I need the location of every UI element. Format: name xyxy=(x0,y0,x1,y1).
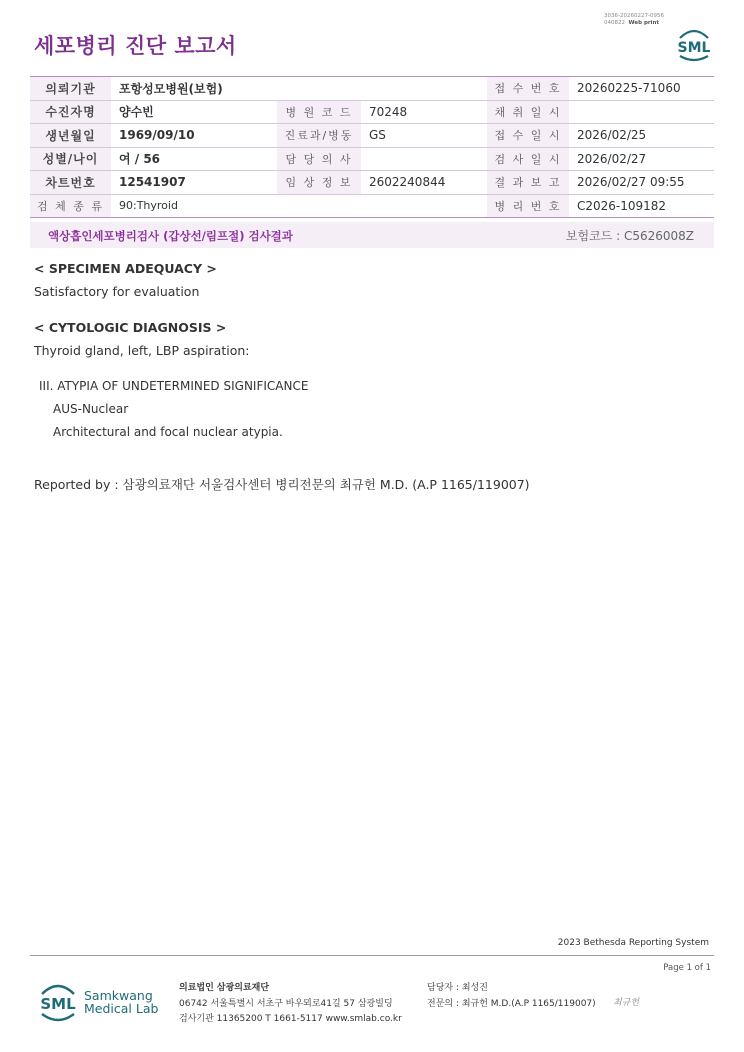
organization-info xyxy=(179,981,402,1028)
diagnosis-heading: < CYTOLOGIC DIAGNOSIS > xyxy=(34,320,227,335)
sml-footer-logo-text: SML xyxy=(40,995,76,1013)
value-requesting-institution: 포항성모병원(보험) xyxy=(111,77,277,101)
value-collection-date xyxy=(569,100,714,124)
label-result-report: 결 과 보 고 xyxy=(487,171,569,195)
lab-name xyxy=(84,989,158,1015)
web-print-label: Web print xyxy=(628,20,660,26)
label-specimen-type: 검 체 종 류 xyxy=(30,194,111,218)
label-clinical-info: 임 상 정 보 xyxy=(277,171,361,195)
bethesda-system-label: 2023 Bethesda Reporting System xyxy=(557,938,709,948)
label-collection-date: 채 취 일 시 xyxy=(487,100,569,124)
value-test-date: 2026/02/27 xyxy=(569,147,714,171)
empty-cell xyxy=(277,77,361,101)
value-patient-name: 양수빈 xyxy=(111,100,277,124)
print-code-line1: 3036-20260227-0956 xyxy=(604,13,664,19)
label-requesting-institution: 의뢰기관 xyxy=(30,77,111,101)
table-row xyxy=(30,100,714,124)
diagnosis-subtype: AUS-Nuclear xyxy=(53,402,129,416)
label-patient-name: 수진자명 xyxy=(30,100,111,124)
sml-logo-icon xyxy=(674,26,714,62)
value-clinical-info: 2602240844 xyxy=(361,171,487,195)
table-row xyxy=(30,171,714,195)
label-receipt-date: 접 수 일 시 xyxy=(487,124,569,148)
footer-divider xyxy=(30,955,714,956)
test-name-band xyxy=(30,222,714,248)
staff-in-charge: 담당자 : 최성진 xyxy=(427,983,488,993)
value-specimen-type: 90:Thyroid xyxy=(111,194,277,218)
staff-specialist: 전문의 : 최규헌 M.D.(A.P 1165/119007) xyxy=(427,998,596,1009)
adequacy-text: Satisfactory for evaluation xyxy=(34,284,200,299)
print-code-line2: 040822 xyxy=(604,20,625,26)
table-row xyxy=(30,147,714,171)
organization-address: 06742 서울특별시 서초구 바우뫼로41길 57 삼광빌딩 xyxy=(179,998,393,1009)
empty-cell xyxy=(361,77,487,101)
sml-footer-logo-icon xyxy=(36,980,80,1026)
value-receipt-number: 20260225-71060 xyxy=(569,77,714,101)
diagnosis-category: III. ATYPIA OF UNDETERMINED SIGNIFICANCE xyxy=(39,379,309,393)
value-birth-date: 1969/09/10 xyxy=(111,124,277,148)
test-name: 액상흡인세포병리검사 (갑상선/림프절) 검사결과 xyxy=(48,229,293,243)
lab-name-line2: Medical Lab xyxy=(84,1001,159,1016)
label-receipt-number: 접 수 번 호 xyxy=(487,77,569,101)
sml-logo-text: SML xyxy=(677,40,711,56)
print-code xyxy=(604,13,664,27)
label-pathology-number: 병 리 번 호 xyxy=(487,194,569,218)
staff-info xyxy=(427,981,596,1012)
page-number: Page 1 of 1 xyxy=(663,963,711,973)
value-pathology-number: C2026-109182 xyxy=(569,194,714,218)
empty-cell xyxy=(361,194,487,218)
value-result-report: 2026/02/27 09:55 xyxy=(569,171,714,195)
label-birth-date: 생년월일 xyxy=(30,124,111,148)
value-attending-doctor xyxy=(361,147,487,171)
diagnosis-comment: Architectural and focal nuclear atypia. xyxy=(53,425,283,439)
organization-contact: 검사기관 11365200 T 1661-5117 www.smlab.co.kr xyxy=(179,1014,402,1024)
label-attending-doctor: 담 당 의 사 xyxy=(277,147,361,171)
lab-name-line1: Samkwang xyxy=(84,988,153,1003)
empty-cell xyxy=(277,194,361,218)
value-hospital-code: 70248 xyxy=(361,100,487,124)
table-row xyxy=(30,124,714,148)
reported-by: Reported by : 삼광의료재단 서울검사센터 병리전문의 최규헌 M.D. (A.P 1165/119007) xyxy=(34,477,530,492)
value-chart-number: 12541907 xyxy=(111,171,277,195)
adequacy-heading: < SPECIMEN ADEQUACY > xyxy=(34,261,217,276)
value-sex-age: 여 / 56 xyxy=(111,147,277,171)
table-row xyxy=(30,194,714,218)
insurance-code: 보험코드 : C5626008Z xyxy=(565,229,694,243)
report-title: 세포병리 진단 보고서 xyxy=(34,34,237,58)
patient-info-table xyxy=(30,76,714,218)
value-department: GS xyxy=(361,124,487,148)
diagnosis-site: Thyroid gland, left, LBP aspiration: xyxy=(34,343,250,358)
label-sex-age: 성별/나이 xyxy=(30,147,111,171)
label-department: 진료과/병동 xyxy=(277,124,361,148)
table-row xyxy=(30,77,714,101)
label-test-date: 검 사 일 시 xyxy=(487,147,569,171)
organization-name: 의료법인 삼광의료재단 xyxy=(179,983,270,993)
label-hospital-code: 병 원 코 드 xyxy=(277,100,361,124)
specialist-signature: 최규헌 xyxy=(613,998,640,1008)
value-receipt-date: 2026/02/25 xyxy=(569,124,714,148)
label-chart-number: 차트번호 xyxy=(30,171,111,195)
